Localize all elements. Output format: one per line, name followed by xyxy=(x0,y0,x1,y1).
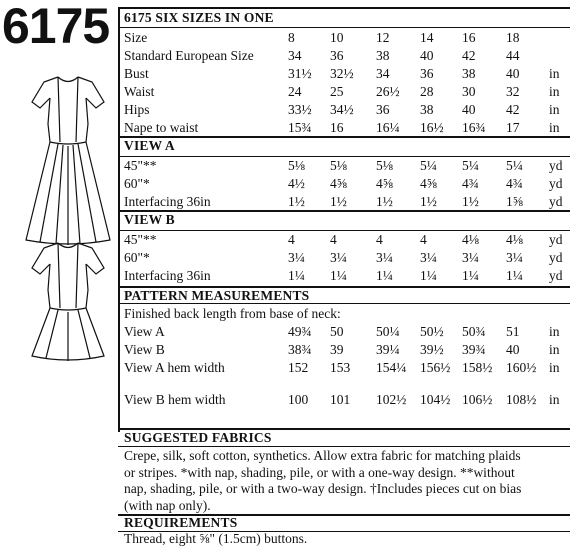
pattern-number: 6175 xyxy=(2,0,110,54)
table-cell: 50½ xyxy=(420,324,444,339)
table-cell: 44 xyxy=(506,48,520,63)
table-cell: 36 xyxy=(376,102,390,117)
table-cell: 17 xyxy=(506,120,520,135)
table-cell: 101 xyxy=(330,392,351,407)
table-cell: 38 xyxy=(420,102,434,117)
table-cell: 108½ xyxy=(506,392,537,407)
table-cell: 14 xyxy=(420,30,434,45)
table-left-rule xyxy=(118,7,120,432)
table-cell: 26½ xyxy=(376,84,400,99)
table-cell: 40 xyxy=(420,48,434,63)
table-cell: 25 xyxy=(330,84,344,99)
table-cell: 1¼ xyxy=(420,268,437,283)
rule xyxy=(118,210,570,212)
table-cell: 33½ xyxy=(288,102,312,117)
unit-label: in xyxy=(549,342,560,357)
table-cell: 3¼ xyxy=(420,250,437,265)
table-cell: 39¼ xyxy=(376,342,400,357)
suggested-fabrics-text xyxy=(124,448,568,514)
table-cell: 4¾ xyxy=(462,176,479,191)
table-cell: 36 xyxy=(420,66,434,81)
table-cell: 34½ xyxy=(330,102,354,117)
table-cell: 153 xyxy=(330,360,351,375)
row-label: Interfacing 36in xyxy=(124,194,211,209)
table-cell: 4¾ xyxy=(506,176,523,191)
unit-label: in xyxy=(549,120,560,135)
table-cell: 5⅛ xyxy=(376,158,393,173)
table-cell: 3¼ xyxy=(462,250,479,265)
table-cell: 31½ xyxy=(288,66,312,81)
fabric-line: (with nap only). xyxy=(124,497,211,513)
table-cell: 3¼ xyxy=(506,250,523,265)
unit-label: in xyxy=(549,360,560,375)
table-cell: 158½ xyxy=(462,360,493,375)
unit-label: yd xyxy=(549,176,563,191)
unit-label: yd xyxy=(549,158,563,173)
table-cell: 1¼ xyxy=(288,268,305,283)
table-cell: 34 xyxy=(376,66,390,81)
table-cell: 102½ xyxy=(376,392,407,407)
fabric-line: Crepe, silk, soft cotton, synthetics. Allow extra fabric for matching plaids xyxy=(124,448,521,463)
table-cell: 50¼ xyxy=(376,324,400,339)
table-cell: 50¾ xyxy=(462,324,486,339)
table-cell: 8 xyxy=(288,30,295,45)
table-cell: 42 xyxy=(506,102,520,117)
table-cell: 3¼ xyxy=(376,250,393,265)
table-cell: 32½ xyxy=(330,66,354,81)
table-cell: 16¾ xyxy=(462,120,486,135)
table-cell: 1½ xyxy=(376,194,393,209)
row-label: Bust xyxy=(124,66,149,81)
row-label: 60"* xyxy=(124,250,150,265)
table-cell: 152 xyxy=(288,360,309,375)
unit-label: yd xyxy=(549,250,563,265)
row-label: Interfacing 36in xyxy=(124,268,211,283)
rule xyxy=(118,156,570,157)
table-cell: 38 xyxy=(462,66,476,81)
row-label: Hips xyxy=(124,102,150,117)
suggested-fabrics-header: SUGGESTED FABRICS xyxy=(124,430,272,445)
requirements-text: Thread, eight ⅝" (1.5cm) buttons. xyxy=(124,531,308,546)
table-cell: 18 xyxy=(506,30,520,45)
pattern-measurements-subheader: Finished back length from base of neck: xyxy=(124,306,341,321)
table-cell: 39¾ xyxy=(462,342,486,357)
table-cell: 38¾ xyxy=(288,342,312,357)
table-cell: 39 xyxy=(330,342,344,357)
table-cell: 4 xyxy=(420,232,427,247)
table-cell: 5¼ xyxy=(506,158,523,173)
unit-label: in xyxy=(549,66,560,81)
view-a-header: VIEW A xyxy=(124,138,175,153)
row-label: View A xyxy=(124,324,165,339)
table-cell: 100 xyxy=(288,392,309,407)
row-label: Standard European Size xyxy=(124,48,254,63)
unit-label: in xyxy=(549,324,560,339)
table-cell: 4 xyxy=(376,232,383,247)
table-cell: 24 xyxy=(288,84,302,99)
table-cell: 40 xyxy=(506,342,520,357)
table-cell: 160½ xyxy=(506,360,537,375)
table-cell: 5¼ xyxy=(420,158,437,173)
unit-label: yd xyxy=(549,194,563,209)
unit-label: in xyxy=(549,392,560,407)
pattern-measurements-header: PATTERN MEASUREMENTS xyxy=(124,288,310,303)
table-cell: 4⅛ xyxy=(506,232,523,247)
table-cell: 51 xyxy=(506,324,520,339)
table-cell: 1½ xyxy=(420,194,437,209)
table-cell: 4⅝ xyxy=(420,176,437,191)
unit-label: in xyxy=(549,102,560,117)
unit-label: yd xyxy=(549,232,563,247)
rule xyxy=(118,446,570,447)
table-cell: 39½ xyxy=(420,342,444,357)
table-cell: 156½ xyxy=(420,360,451,375)
table-cell: 16¼ xyxy=(376,120,400,135)
unit-label: in xyxy=(549,84,560,99)
table-cell: 32 xyxy=(506,84,520,99)
rule xyxy=(118,230,570,231)
table-cell: 16½ xyxy=(420,120,444,135)
table-cell: 4⅝ xyxy=(376,176,393,191)
table-cell: 104½ xyxy=(420,392,451,407)
row-label: View A hem width xyxy=(124,360,225,375)
rule xyxy=(118,303,570,304)
table-cell: 5⅛ xyxy=(288,158,305,173)
table-cell: 15¾ xyxy=(288,120,312,135)
table-cell: 1¼ xyxy=(506,268,523,283)
table-cell: 30 xyxy=(462,84,476,99)
table-cell: 106½ xyxy=(462,392,493,407)
table-cell: 4 xyxy=(330,232,337,247)
table-cell: 40 xyxy=(506,66,520,81)
table-cell: 1¼ xyxy=(462,268,479,283)
table-cell: 4 xyxy=(288,232,295,247)
table-cell: 16 xyxy=(330,120,344,135)
rule xyxy=(118,27,570,28)
table-cell: 16 xyxy=(462,30,476,45)
fabric-line: nap, shading, pile, or with a two-way design. †Includes pieces cut on bias xyxy=(124,481,522,496)
row-label: 45"** xyxy=(124,158,157,173)
table-cell: 1½ xyxy=(330,194,347,209)
table-cell: 154¼ xyxy=(376,360,407,375)
table-cell: 36 xyxy=(330,48,344,63)
table-cell: 5¼ xyxy=(462,158,479,173)
table-cell: 12 xyxy=(376,30,390,45)
requirements-header: REQUIREMENTS xyxy=(124,515,238,530)
row-label: Waist xyxy=(124,84,155,99)
table-cell: 5⅛ xyxy=(330,158,347,173)
table-cell: 4½ xyxy=(288,176,305,191)
table-cell: 34 xyxy=(288,48,302,63)
table-cell: 1⅝ xyxy=(506,194,523,209)
table-cell: 1½ xyxy=(288,194,305,209)
table-cell: 40 xyxy=(462,102,476,117)
rule xyxy=(118,136,570,138)
table-cell: 28 xyxy=(420,84,434,99)
row-label: Size xyxy=(124,30,148,45)
table-cell: 1½ xyxy=(462,194,479,209)
row-label: 60"* xyxy=(124,176,150,191)
table-cell: 1¼ xyxy=(376,268,393,283)
table-cell: 1¼ xyxy=(330,268,347,283)
table-cell: 38 xyxy=(376,48,390,63)
table-cell: 3¼ xyxy=(288,250,305,265)
table-cell: 4⅝ xyxy=(330,176,347,191)
rule xyxy=(118,7,570,9)
table-cell: 3¼ xyxy=(330,250,347,265)
row-label: View B xyxy=(124,342,165,357)
table-cell: 42 xyxy=(462,48,476,63)
table-cell: 10 xyxy=(330,30,344,45)
view-a-dress-illustration xyxy=(18,72,118,248)
unit-label: yd xyxy=(549,268,563,283)
table-cell: 49¾ xyxy=(288,324,312,339)
row-label: 45"** xyxy=(124,232,157,247)
view-b-header: VIEW B xyxy=(124,212,175,227)
table-cell: 50 xyxy=(330,324,344,339)
table-cell: 4⅛ xyxy=(462,232,479,247)
view-b-dress-illustration xyxy=(18,238,118,364)
fabric-line: or stripes. *with nap, shading, pile, or with a one-way design. **without xyxy=(124,464,515,480)
row-label: View B hem width xyxy=(124,392,226,407)
sizes-header: 6175 SIX SIZES IN ONE xyxy=(124,10,274,25)
row-label: Nape to waist xyxy=(124,120,199,135)
